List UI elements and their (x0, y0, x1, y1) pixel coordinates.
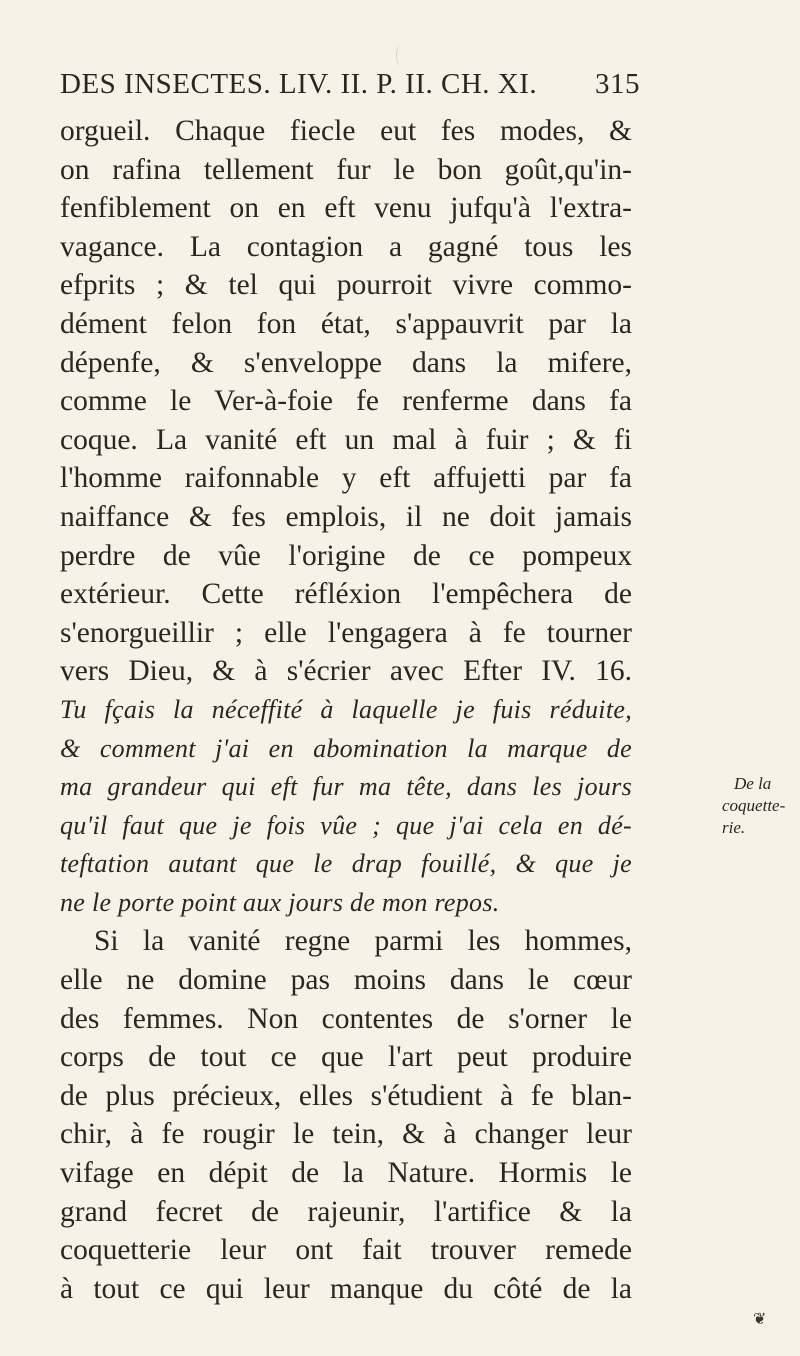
running-title: DES INSECTES. LIV. II. P. II. CH. XI. (60, 68, 538, 100)
margin-note-line: coquette- (722, 796, 786, 815)
text-line: à tout ce qui leur manque du côté de la (60, 1272, 632, 1305)
text-line: on rafina tellement fur le bon goût,qu'in- (60, 153, 632, 186)
ornament-glyph: ❦ (753, 1311, 767, 1328)
text-line: corps de tout ce que l'art peut produire (60, 1041, 632, 1074)
text-line: efprits ; & tel qui pourroit vivre commo- (60, 269, 632, 302)
text-line: coquetterie leur ont fait trouver remede (60, 1234, 632, 1267)
text-line: de plus précieux, elles s'étudient à fe blan- (60, 1079, 632, 1112)
text-line: perdre de vûe l'origine de ce pompeux (60, 539, 632, 572)
text-line: chir, à fe rougir le tein, & à changer leur (60, 1118, 632, 1151)
paper-mark (396, 44, 407, 66)
text-line: vifage en dépit de la Nature. Hormis le (60, 1157, 632, 1190)
margin-note-line: rie. (722, 818, 746, 837)
margin-note-line: De la (734, 774, 772, 793)
text-line: grand fecret de rajeunir, l'artifice & la (60, 1195, 632, 1228)
body-text (60, 112, 632, 1308)
text-line: vagance. La contagion a gagné tous les (60, 230, 632, 263)
text-line: ne le porte point aux jours de mon repos. (60, 887, 500, 917)
text-line: des femmes. Non contentes de s'orner le (60, 1002, 632, 1035)
text-line: extérieur. Cette réfléxion l'empêchera de (60, 578, 632, 611)
margin-note (722, 773, 792, 839)
text-line: l'homme raifonnable y eft affujetti par fa (60, 462, 632, 495)
text-line: orgueil. Chaque fiecle eut fes modes, & (60, 115, 632, 147)
text-line: fenfiblement on en eft venu jufqu'à l'extra- (60, 192, 632, 225)
text-line: dépenfe, & s'enveloppe dans la mifere, (60, 346, 632, 379)
text-line: vers Dieu, & à s'écrier avec Efter IV. 16. (60, 655, 632, 688)
text-line: qu'il faut que je fois vûe ; que j'ai cela en dé- (60, 810, 632, 840)
text-line: & comment j'ai en abomination la marque de (60, 733, 632, 763)
text-line: elle ne domine pas moins dans le cœur (60, 964, 632, 997)
text-line: ma grandeur qui eft fur ma tête, dans les jours (60, 772, 632, 802)
text-line: coque. La vanité eft un mal à fuir ; & fi (60, 423, 632, 456)
text-line: comme le Ver-à-foie fe renferme dans fa (60, 385, 632, 418)
text-line: s'enorgueillir ; elle l'engagera à fe tourner (60, 616, 632, 649)
text-line: dément felon fon état, s'appauvrit par la (60, 307, 632, 340)
page-number: 315 (595, 68, 640, 100)
text-line: naiffance & fes emplois, il ne doit jamais (60, 500, 632, 533)
text-line: teftation autant que le drap fouillé, & que je (60, 849, 632, 879)
text-line: Si la vanité regne parmi les hommes, (94, 925, 632, 958)
running-header (60, 68, 640, 101)
text-line: Tu fçais la néceffité à laquelle je fuis réduite, (60, 694, 632, 724)
